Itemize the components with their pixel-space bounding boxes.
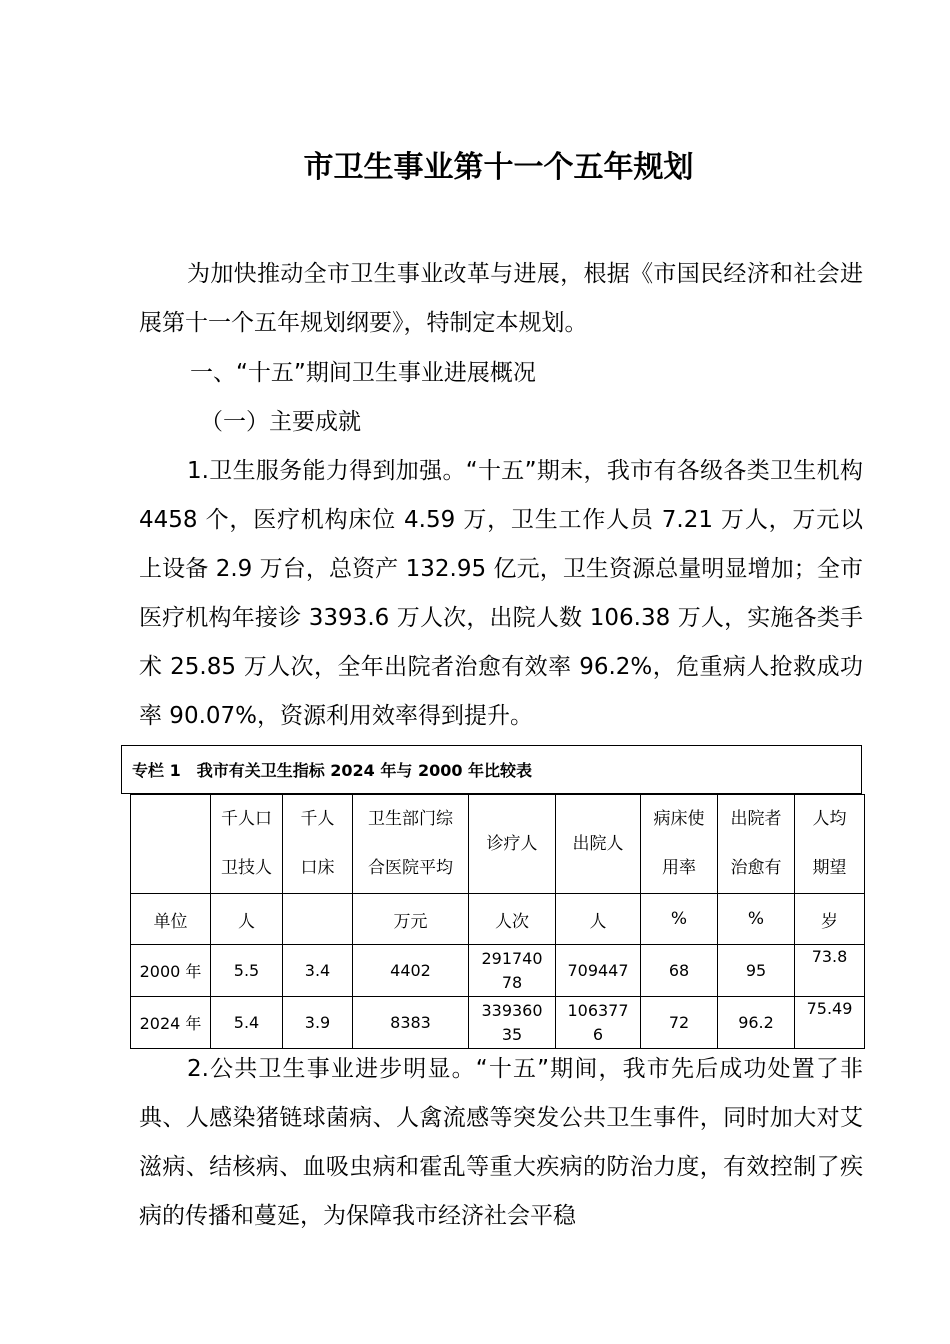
header-cell: 诊疗人 <box>469 795 556 894</box>
table-cell: 73.8 <box>795 945 865 997</box>
table-cell: 5.5 <box>211 945 283 997</box>
table-cell: 96.2 <box>718 997 795 1049</box>
achievement-paragraph-2: 2.公共卫生事业进步明显。“十五”期间，我市先后成功处置了非典、人感染猪链球菌病、人禽流感等突发公共卫生事件，同时加大对艾滋病、结核病、血吸虫病和霍乱等重大疾病的防治力度，有效控制了疾病的传播和蔓延，为保障我市经济社会平稳 <box>139 1056 863 1229</box>
header-cell: 人均 期望 <box>795 795 865 894</box>
header-cell: 千人口 卫技人 <box>211 795 283 894</box>
table-cell: 339360 35 <box>469 997 556 1049</box>
unit-cell: % <box>641 894 718 945</box>
achievement-paragraph-1: 1.卫生服务能力得到加强。“十五”期末，我市有各级各类卫生机构 4458 个，医疗机构床位 4.59 万，卫生工作人员 7.21 万人，万元以上设备 2.9 万台，总资产 132.95 亿元，卫生资源总量明显增加；全市医疗机构年接诊 3393.6 万人次，出院人数 106.38 万人，实施各类手术 25.85 万人次，全年出院者治愈有效率 96.2%，危重病人抢救成功率 90.07%，资源利用效率得到提升。 <box>139 458 863 729</box>
table-cell: 709447 <box>556 945 641 997</box>
table-row <box>131 997 865 1049</box>
table-header-row <box>131 795 865 894</box>
table-cell: 2000 年 <box>131 945 211 997</box>
table-cell: 2024 年 <box>131 997 211 1049</box>
table-cell: 72 <box>641 997 718 1049</box>
unit-cell: 人 <box>211 894 283 945</box>
table-cell: 3.4 <box>283 945 353 997</box>
unit-cell: 人 <box>556 894 641 945</box>
unit-cell: 人次 <box>469 894 556 945</box>
subsection-heading: （一）主要成就 <box>200 409 361 435</box>
unit-cell: 岁 <box>795 894 865 945</box>
section-heading: 一、“十五”期间卫生事业进展概况 <box>190 360 536 386</box>
intro-paragraph: 为加快推动全市卫生事业改革与进展，根据《市国民经济和社会进展第十一个五年规划纲要》，特制定本规划。 <box>139 261 863 336</box>
table-row <box>131 945 865 997</box>
header-cell: 千人 口床 <box>283 795 353 894</box>
table-cell: 68 <box>641 945 718 997</box>
table-caption: 专栏 1 我市有关卫生指标 2024 年与 2000 年比较表 <box>121 745 862 794</box>
table-cell: 8383 <box>353 997 469 1049</box>
table-cell: 106377 6 <box>556 997 641 1049</box>
health-indicators-table <box>130 794 865 1049</box>
table-unit-row <box>131 894 865 945</box>
document-title: 市卫生事业第十一个五年规划 <box>303 150 694 185</box>
table-cell: 75.49 <box>795 997 865 1049</box>
table-cell: 95 <box>718 945 795 997</box>
header-cell: 出院人 <box>556 795 641 894</box>
header-cell: 病床使 用率 <box>641 795 718 894</box>
header-cell: 出院者 治愈有 <box>718 795 795 894</box>
table-cell: 3.9 <box>283 997 353 1049</box>
table-cell: 5.4 <box>211 997 283 1049</box>
unit-cell: 万元 <box>353 894 469 945</box>
unit-cell: % <box>718 894 795 945</box>
header-cell <box>131 795 211 894</box>
unit-cell <box>283 894 353 945</box>
header-cell: 卫生部门综 合医院平均 <box>353 795 469 894</box>
unit-cell: 单位 <box>131 894 211 945</box>
table-cell: 291740 78 <box>469 945 556 997</box>
table-cell: 4402 <box>353 945 469 997</box>
